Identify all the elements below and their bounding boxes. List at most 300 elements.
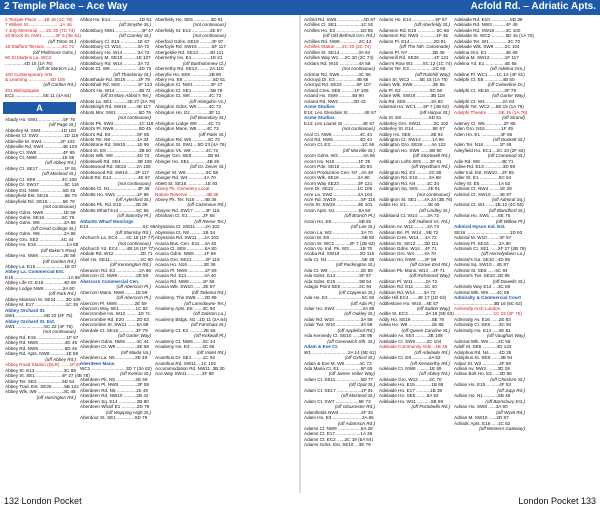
index-entry-text: Acton Ho. E8 .....................5B 50: [304, 218, 372, 224]
index-entry-text: (not continuous): [43, 204, 76, 210]
index-entry-text: Abyssinia Rd. SW11 .....2A 102: [155, 235, 219, 241]
index-entry-text: Acacia Cl. SE8 ..............5A 80: [155, 246, 217, 252]
index-entry-text: (off Abbey Rd.): [45, 356, 76, 362]
index-entry-text: Abercorn Cl. NW8 ..............2E 59: [80, 273, 149, 279]
index-entry-text: Addington St. SE1 .....4A 24 (3B 76): [379, 196, 453, 202]
index-entry-text: (off Vaughan Way): [486, 333, 525, 339]
index-entry-text: Aden Gro. N16 ............1F 49: [454, 126, 513, 132]
index-entry-text: Admiral M. W10 .........3F 57: [454, 235, 512, 241]
index-entry-text: Ada Ct. W9 .........................2E 59: [304, 267, 373, 273]
index-entry-text: Abingdon Cl. SE1 ..............5B 78: [155, 87, 223, 93]
index-entry-text: Adelaide Community Gdn. .4B 48: [379, 344, 448, 350]
header-left-range: 2 Temple Place – Ace Way: [4, 1, 128, 12]
index-entry-text: Achilles Way W1 ....2C 20 (2C 74): [304, 55, 374, 61]
index-entry-text: Abbotsbury NW1 ....................4F 47: [80, 27, 154, 33]
index-entry-text: Acacia Wlk. SW10 .......3E 87: [155, 284, 215, 290]
index-entry-text: Admiral Ct. SW10 ......4E 87: [454, 191, 512, 197]
index-entry-text: Abbotshall Rd. SE6 .............1F 123: [80, 82, 153, 88]
index-entry-text: Acacia Rd. NW8 ..........1F 59: [155, 278, 215, 284]
index-entry-text: Admiral St. SE8 ......5C 94: [454, 267, 508, 273]
index-column-3: [153, 17, 226, 493]
index-entry-text: Academy Ct. NW6 .......5C 44: [155, 338, 216, 344]
index-entry-text: Adelphi Ct. SE16 ...........3F 79: [454, 87, 517, 93]
index-entry-text: Adam Wlk. SW6 ...............3E 85: [379, 82, 445, 88]
index-entry-text: (off Park Rd.): [48, 291, 76, 297]
index-entry-text: (off Boundary St.): [189, 115, 226, 121]
index-entry-text: ...............................3B 16 (5C 62): [454, 300, 523, 306]
index-entry-text: Addle Hill EC4 ......4E 17 (1D 63): [379, 295, 447, 301]
index-entry-text: (off Wyvil Rd.): [496, 409, 525, 415]
index-entry-text: Admiral Wlk. W9 ......4C 58: [454, 289, 510, 295]
index-entry-text: Adamson Rd. NW3 .............4F 45: [379, 33, 448, 39]
index-entry-text: Abbey Ct. SE17 ....................1F 91: [5, 165, 77, 171]
index-entry-text: (off Stainsby Pl.): [117, 213, 151, 219]
index-entry-text: Ada Gdns. E14 ..................5F 67: [304, 273, 372, 279]
index-entry-text: Nature Reserve ..............4B 36: [155, 191, 219, 197]
index-entry-text: Acacia Gdns. NW8 .......1F 59: [155, 251, 216, 257]
index-entry-text: Acanthus Rd. SW11 ...1C 102: [155, 360, 216, 366]
index-entry-text: Abbey Gdns. NW8 ...............1E 59: [5, 209, 76, 215]
index-entry-text: Abbey Ho. E15 .......................1A 68: [5, 242, 79, 248]
index-entry-text: (off Abbey Rd.): [419, 371, 450, 377]
index-entry-text: Acanthus Dr. SE1 ........1C 92: [155, 355, 216, 361]
index-entry-text: Abberley M. SW4 ...............1D 103: [5, 127, 76, 133]
index-entry-text: Acuba Rd. SW18 ...............2D 115: [304, 251, 375, 257]
index-entry-text: 100 Contemporary Arts: [5, 71, 53, 77]
index-entry-text: Abbey Gdns. W6 ..................2A 86: [5, 220, 76, 226]
index-entry-note: [452, 426, 525, 431]
index-entry-text: Aden Ho. E1 ...............4F 65: [454, 131, 513, 137]
index-entry-text: (off The Nth. Colonnade): [399, 44, 450, 50]
index-entry-text: (not continuous): [118, 180, 151, 186]
index-entry-text: Ackroyd Dr. E3 ................4B 66: [304, 76, 369, 82]
index-entry-text: Abbots Ter. N8 ....................1A 34: [80, 136, 149, 142]
index-entry-text: (off Garter Way): [118, 333, 151, 339]
index-entry-text: Adrian M. SW10 ......2D 87: [454, 415, 509, 421]
index-entry-text: Abergeldie Rd. SE12 ........4D 111: [155, 49, 224, 55]
index-entry-text: Addison Cres. W14 ....4A 72: [379, 235, 437, 241]
index-entry-text: Ada Gdns. E15 ..................5B 54: [304, 278, 372, 284]
index-entry-text: Adler Ind. Est. NW10 ...2F 55: [454, 169, 514, 175]
index-entry-text: SW1 ......................5B 22 (4F 75): [5, 313, 73, 319]
index-entry-text: Adam Ct. SE11 ...................5D 77: [304, 376, 374, 382]
index-entry-text: Ackmar Rd. SW6 ..............4C 86: [304, 71, 371, 77]
index-entry-text: Abbotswell Rd. SE4 ............3B 108: [80, 158, 152, 164]
index-entry-text: Acacia Gro. SE21 ..........2F 119: [155, 256, 220, 262]
index-entry-text: Adelina Gro. E1 ..............4E 65: [454, 49, 518, 55]
index-entry-text: (off Admiral Sq.): [491, 196, 525, 202]
index-entry-text: Abbots Ct. W8 ......................4D 73: [80, 66, 152, 72]
index-entry-text: (off Stainsby Rd.): [115, 229, 151, 235]
index-entry-text: Abyssinia Ct. N8 ..........1B 34: [155, 229, 215, 235]
index-entry-text: (off Appleford Rd.): [337, 327, 375, 333]
index-entry-text: Aberdale Ct. SE16 .............3F 79: [80, 327, 148, 333]
index-entry-text: Acre Rd. SW19 ...................5F 115: [304, 196, 376, 202]
index-entry-text: Aboyne Rd. SW17 .........3F 115: [155, 207, 220, 213]
index-entry-text: (off Dalston La.): [193, 311, 226, 317]
index-entry-text: Adelphi Ct. W4 .............2A 84: [454, 98, 515, 104]
index-entry-text: Abingdon Rd. W8 ............4C 72: [155, 136, 220, 142]
index-entry-text: Abercrombie Ho. W12 .........1D 71: [80, 311, 151, 317]
index-entry-text: 7 July Memorial ......2C 20 (7C 74): [5, 27, 75, 33]
index-entry-text: Adair Rd. W10 ....................3A 58: [304, 316, 373, 322]
index-column-2: [78, 17, 156, 493]
index-entry-text: (off Oxford St.): [344, 355, 375, 361]
index-entry-text: Adelaide Ho. E15 ............1B 68: [379, 382, 444, 388]
index-entry-text: Aberdour St. SE1 ..............5D 79: [80, 415, 148, 421]
index-entry-text: Abbey Ter. SE2 ...................5D 54: [5, 378, 75, 384]
index-entry-text: Ada Kennedy Ct. SE10 ......3E 95: [304, 333, 373, 339]
index-entry-text: Adelaide Ho. E17 ...........1B 38: [379, 387, 443, 393]
index-entry-text: Adolphus St. SE8 .......3B 94: [454, 355, 513, 361]
index-entry-text: Addison Bri. Pl. W14 ...5B 72: [379, 229, 439, 235]
index-entry-text: Abbot's Pl. NW6 ...................5D 45: [80, 126, 152, 132]
index-entry-text: Adelphi Ct. E8 ..............4B 50: [454, 76, 515, 82]
index-entry-text: Adderley St. E14 ..............5E 67: [379, 126, 445, 132]
index-entry-text: (off Adamson Rd.): [337, 420, 375, 426]
index-entry-text: Abbey Gdns. W6 ..................2A 86: [5, 231, 76, 237]
index-entry-text: Adelaide Ter. W1 ..............3C 70: [454, 38, 521, 44]
index-entry-text: Adine Rd. E13 ..............3D 69: [454, 164, 516, 170]
index-entry-text: Acklam Rd. W10 ...............4A 58: [304, 60, 371, 66]
index-entry-text: Adeyfield Ho. EC1 ...2C 10 (2F 63): [454, 147, 525, 153]
index-entry-text: Admirals Ct. SE1 ......2F 27 (2B 78): [454, 246, 526, 252]
index-entry-text: Abbot's Rd. E6 ....................5F 55: [80, 131, 150, 137]
index-entry-text: Adelaide Wlk. SW9 ........2C 104: [454, 44, 520, 50]
index-entry-text: (off Cazenove Rd.): [187, 202, 226, 208]
index-entry-text: (off Horselydown La.): [481, 251, 525, 257]
footer-left: [0, 493, 300, 510]
index-entry-text: Acorn Wlk. SE16 ..............2A 80: [304, 175, 370, 181]
index-entry-text: (off Ada Pl.): [350, 300, 375, 306]
index-entry-text: (not continuous): [417, 191, 450, 197]
index-entry-text: Abbotswood Rd. SE22 .......2A 106: [80, 164, 151, 170]
index-entry-text: (off Harrington Rd.): [36, 394, 76, 400]
index-entry-text: Aberdeen Pk. N5 ...............2E 49: [80, 376, 148, 382]
index-entry-text: (off Greenwich Sth. St.): [327, 338, 375, 344]
index-entry-text: Abbey Rd. E15 .......................1F 67: [5, 334, 79, 340]
index-entry-text: (off Stockwell Rd.): [412, 153, 450, 159]
index-entry-text: Abingdon Mans. W8 .......4C 72: [155, 126, 219, 132]
index-entry-text: (off Violet Rd.): [196, 349, 226, 355]
index-entry-text: Adelaide St. WC2 ...........5D 15 (1A 76): [454, 33, 534, 39]
index-entry-text: Admiralty Cl. SE8 ......3C 94: [454, 322, 512, 328]
index-entry-text: Ackroyd Rd. SE23 ...........5F 107: [304, 82, 372, 88]
index-entry-text: Adams Ter. E3 ..................2C 66: [379, 66, 446, 72]
index-entry-text: (off Phillimore Gdns.): [32, 49, 76, 55]
index-entry-text: Abraham Ct. E1 ...........2F 65: [155, 213, 215, 219]
index-entry-text: Addington Ct. SW14 ........1A 98: [379, 136, 444, 142]
index-entry-text: (off Queen Caroline St.): [401, 327, 450, 333]
index-entry-text: (off Lee St.): [350, 224, 375, 230]
index-entry-text: Admiralty Arch London: [454, 306, 501, 312]
index-entry-text: (off Rainhill Way): [415, 71, 450, 77]
index-entry-text: Achilles St. SE14 ..............3A 94: [304, 49, 371, 55]
index-entry-text: (off Barnsbury Est.): [485, 398, 525, 404]
index-entry-text: (off Garter Way): [492, 93, 525, 99]
index-entry-text: Adam St. WC2 .......5E 15 (1A 76): [379, 76, 448, 82]
index-entry-text: Addington Lofts SE5 ......3F 91: [379, 158, 442, 164]
index-entry-text: Admirals Way E14 ....3C 80: [454, 284, 511, 290]
index-entry-text: Acacia Rd. E11 .............4A 40: [155, 273, 216, 279]
index-entry-text: Abbey La. Commercial Est.: [5, 269, 65, 275]
index-entry-note: [3, 395, 76, 400]
index-entry-text: Abbess Cl. SW2 ...................1D 119: [5, 133, 79, 139]
index-entry-text: Aberdeen Gdns. NW6 ........4C 44: [80, 338, 149, 344]
index-entry-text: (off St Mary Abbot's Ter.): [100, 93, 151, 99]
index-entry-text: Admiral Hyson Ind. Est.: [454, 224, 506, 230]
index-entry-text: Aberavon Rd. E3 ..................2A 66: [80, 267, 151, 273]
index-entry-text: Adams Cl. NW9 ..................5A 28: [304, 425, 373, 431]
index-entry-text: Aberfoyle Rd. SW16 ...........5F 117: [155, 44, 226, 50]
index-entry-text: Abbotsbury Ho. W14 ...........3A 72: [80, 49, 150, 55]
index-entry-text: Aberdeen Sq. E14 ..............2B 80: [80, 398, 149, 404]
index-entry-text: Adams Ct. EC2 ......2C 18 (5A 64): [304, 436, 373, 442]
index-entry-text: Abbey Road Station (DLR) .......1F 67: [5, 362, 82, 368]
index-entry-text: Adela Ho. W6 ..................1E 85: [379, 322, 444, 328]
index-entry-text: (off Packington St.): [335, 262, 375, 268]
index-entry-text: (not continuous): [193, 22, 226, 28]
index-entry-text: Abercrombie St. SW11 .......5A 88: [80, 322, 149, 328]
index-entry-text: (off Old Bethnal Grn. Rd.): [322, 33, 375, 39]
index-entry-text: Abbey Ho. NW8 ...................2E 59: [5, 253, 76, 259]
index-entry-text: (not continuous): [118, 115, 151, 121]
index-entry-text: Acol Ct. NW6 .....................4C 44: [304, 131, 372, 137]
index-column-4: [302, 17, 375, 493]
index-entry-text: Abingdon Ct. W8 ..............4C 72: [155, 93, 222, 99]
index-entry-text: Addle St. EC2 .............2A 18 (5E 63): [379, 311, 454, 317]
index-entry-text: Aberfeldy Ho. SE5 .............3D 91: [155, 17, 223, 22]
index-entry-text: (off Reese Ter.): [194, 218, 226, 224]
index-entry-text: Addington Rd. E3 ..........2C 66: [379, 169, 442, 175]
index-entry-text: Abbey Cl. SW8 ....................4F 89: [5, 149, 75, 155]
index-entry-text: Abbotts Cl. N1 .....................3F 49: [80, 186, 150, 192]
index-entry-text: (off Abercorn Pl.): [116, 295, 151, 301]
index-entry-text: Abchurch La. EC4 ......4C 18 (1F 77): [80, 235, 155, 241]
index-entry-text: Addington Rd. E16 ........3A 68: [379, 175, 441, 181]
index-entry-text: Adam Ct. SW7 ..................5E 73: [304, 398, 371, 404]
index-entry-text: Acre Dr. SE22 ..................1C 106: [304, 186, 373, 192]
index-entry-text: Ablett St. SE16 ..............1E 93: [155, 180, 218, 186]
index-entry-text: Adare Wlk. SW16 ...........3B 118: [379, 93, 445, 99]
index-entry-text: (off Cranwood St.): [487, 153, 525, 159]
index-entry-text: Adolf St. SE6 ...........4D 123: [454, 344, 512, 350]
index-entry-text: Academy Bldgs. N1 ..1D 11 (2A 64): [155, 316, 228, 322]
index-entry-text: Adderley Gro. SW11 .........3C 102: [379, 120, 449, 126]
index-entry-text: Adrian Bolt Ho. E2 .....2D 65: [454, 371, 512, 377]
index-entry-text: Abbotsbury M. SE15 ..........1E 107: [80, 55, 151, 61]
index-entry-text: SW1 ......................5C 22 (4F 75): [5, 324, 73, 330]
index-entry-text: (not continuous): [193, 33, 226, 39]
index-entry-text: Abbey Trad. Est. SE26 .........5B 122: [5, 384, 79, 389]
index-entry-text: (off Macleod St.): [341, 393, 375, 399]
index-entry-text: (not continuous): [43, 329, 76, 335]
index-entry-text: (off Garden Rd.): [42, 258, 76, 264]
index-entry-text: Abingdon Cl. NW1 .............3F 47: [155, 82, 223, 88]
index-entry-text: (off Lindley St.): [419, 207, 450, 213]
index-entry-text: Adelaide Rd. E10 ...............5D 39: [454, 17, 523, 22]
index-entry-text: E14 ..........................................5C 66: [80, 224, 156, 230]
index-entry-text: Accommodation Rd. NW11 .3B 30: [155, 366, 225, 371]
index-entry-text: Adagio Point SE8 ..............2C 94: [304, 284, 372, 290]
index-entry-text: (not continuous): [342, 66, 375, 72]
index-entry-text: Adams Pl. N7 ...................2B 48: [379, 49, 445, 55]
index-entry-text: Achilles Statue .....2C 20 (2C 74): [304, 44, 371, 50]
index-entry-text: Adam Ct. SE17 ...................1F 91: [304, 387, 373, 393]
index-entry-text: Adeney Cl. W6 ..............2F 85: [454, 120, 516, 126]
index-entry-text: Admiral Ho. SW1 ......5E 75: [454, 213, 511, 219]
index-entry-text: (off Kenton St.): [120, 371, 151, 377]
index-entry-text: Addington Ho. SW9 .......5B 90: [379, 147, 442, 153]
index-entry-text: (off Adelina Gro.): [490, 66, 525, 72]
index-entry-text: Adair Twr. W10 ...................3A 58: [304, 322, 373, 328]
index-entry-text: Adeline Pl. WC1 ......1C 14 (4F 61): [454, 71, 525, 77]
index-entry-text: Aberfeldy St. E14 ..............4E 67: [155, 27, 222, 33]
index-entry-text: Abbey Ct. SE8 ....................4C 108: [5, 176, 77, 182]
index-entry-text: Achilles Ho. E2 ...................1D 65: [304, 27, 373, 33]
index-entry-text: Aberdeen Ct. W9 ................3E 59: [80, 344, 149, 350]
index-columns: [0, 17, 600, 493]
index-entry-text: (not continuous): [118, 240, 151, 246]
index-entry-text: Adamfields NW3 .................4F 45: [304, 409, 373, 415]
index-entry-text: (off Baker's Row): [40, 247, 76, 253]
index-entry-text: Abbots Pk. SW2 ...................1C 118: [80, 120, 154, 126]
index-entry-text: Addison Pk. Mans. W14 ...4F 71: [379, 267, 445, 273]
index-entry-text: Adolphus Rd. N4 .......4D 35: [454, 349, 512, 355]
index-entry-text: Adelaide Ct. E9 .............2A 52: [379, 355, 441, 361]
index-entry-text: Abbotts Wharf Moorings: [80, 218, 134, 224]
index-entry-text: Abbotts Wharf E14 .............5C 66: [80, 207, 149, 213]
index-entry-text: (off Harpur St.): [419, 109, 450, 115]
index-entry-text: (off Page St.): [48, 122, 76, 128]
index-entry-text: Addlestone Ho. W10 ...4E 57: [379, 300, 439, 306]
index-entry-text: (off Adelaide Rd.): [414, 349, 450, 355]
index-entry-text: (off Copperas St.): [338, 289, 375, 295]
index-entry-text: Abbey Ct. NW8 ...................1E 59: [5, 154, 75, 160]
index-entry-text: Acorn Gdns. W3 ...................4A 56: [304, 153, 375, 159]
index-entry-text: (off Kennington Rd.): [109, 262, 151, 268]
index-entry-text: Abbotsleigh Rd. SW16 .......4E 117: [80, 104, 151, 110]
index-entry-text: (off Smythe St.): [119, 22, 151, 28]
index-entry-text: Acland Cres. SE5 ..........1F 105: [304, 87, 369, 93]
index-entry-text: Acorn Production Cen. N7 ..4A 48: [304, 169, 373, 175]
index-entry-text: 10 Brock St. NW1 ..........3F 5 (3E 61): [5, 33, 82, 39]
index-entry-text: Acton La. W3 ......................3A 70: [304, 229, 373, 235]
index-entry-text: Acland Rd. NW2 ...........3D 43: [304, 98, 366, 104]
index-entry-text: Aberdeen Rd. NW10 ..........2B 42: [80, 393, 149, 399]
index-entry-text: ...............................1C 22 (2F 75): [454, 311, 522, 317]
index-entry-text: (off Maida Va.): [121, 349, 151, 355]
index-entry-text: (off Great College St.): [31, 225, 76, 231]
index-entry-text: Adelaide Ho. SE5 ........5A 92: [379, 393, 439, 399]
index-entry-text: Aberdeen Wharf E1 ............2D 79: [80, 404, 150, 410]
index-entry-text: (off Wyndham Rd.): [411, 164, 450, 170]
index-entry-text: Abery Ho. E8 .......................5D 51: [155, 76, 226, 82]
index-entry-text: 2 Temple Place .....4B 16 (1C 78): [5, 17, 73, 22]
index-entry-text: Ada St. E8 .....................5D 51: [379, 115, 442, 121]
index-entry-text: & Learning .................4D 105: [5, 76, 66, 82]
index-entry-text: Adley St. E5 ..............1A 52: [454, 180, 511, 186]
index-entry-text: Adrian Ho. E15 ..........4F 53: [454, 382, 511, 388]
index-entry-text: Addison Av. W11 ..........2A 72: [379, 224, 440, 230]
index-entry-text: Admiralty & Commercial Court: [454, 295, 521, 301]
index-entry-text: Acorn Way SE23 ..............3F 121: [304, 180, 373, 186]
index-entry-text: (off Richmond Way): [409, 273, 450, 279]
index-entry-text: Aberdeen Pl. NW8 ..............3F 59: [80, 382, 149, 388]
index-entry-text: Admiral Sq. SW10 ...4E 87: [454, 262, 509, 268]
index-entry-text: (off Opal St.): [348, 382, 375, 388]
index-entry-text: (off Bartholomew Cl.): [182, 60, 226, 66]
index-entry-text: (off Western Gateway): [479, 425, 525, 431]
index-entry-text: Adamsrill Rd. SE26 ...........4F 121: [379, 55, 449, 61]
index-entry-text: Abchurch Yd. EC4 ......4B 18 (1F 77): [80, 246, 155, 252]
index-entry-text: Adelaide Ct. NW8 ..........1E 59: [379, 366, 442, 371]
index-entry-text: Addis Ho. E1 ................4E 65: [379, 202, 440, 208]
footer-right: [300, 493, 600, 510]
index-entry-text: Abbotstone Rd. SW15 ........1E 99: [80, 142, 149, 148]
index-entry-text: Acacia Pl. NW8 .............1F 59: [155, 267, 217, 273]
index-entry-text: Acton M. E8 .........................5B 50: [304, 235, 375, 241]
index-entry-text: Achilles Rd. NW6 ..............2C 44: [304, 38, 372, 44]
index-entry-text: Admiral's Twr. SE10 .2D 95: [454, 273, 510, 279]
index-entry-text: E15 ..........................................1A 68: [5, 274, 80, 280]
index-entry-text: Adam & Eve Ct.: [304, 344, 339, 350]
index-entry-text: Ada Maria Ct. E1 ................5F 65: [304, 366, 373, 371]
index-entry-text: Abinger M. W9 ...............3C 58: [155, 169, 219, 175]
index-entry-text: Abercorn Way SE1 ............1C 92: [80, 306, 148, 312]
index-entry-text: Academy, The SW8 ......2D 89: [155, 295, 217, 301]
index-entry-text: Abercorn Pl. NW8 .............2E 59: [80, 300, 147, 306]
index-entry-text: Adams Ho. E14 ..................5F 67: [379, 17, 448, 22]
index-entry-text: Abbotsbury Rd. W14 ...........3A 72: [80, 60, 150, 66]
index-entry-text: Ada Ct. N1 ...........................5E 49: [304, 256, 375, 262]
index-entry-text: Aden Ter. N16 ............1F 49: [454, 142, 512, 148]
index-entry-text: Adam & Eve M. W8 ...........4C 72: [304, 360, 372, 366]
index-entry-text: Achilles Cl. SE1 ..................1C 92: [304, 22, 374, 28]
index-entry-text: Acorn Ho. N16 ..................1F 35: [304, 158, 371, 164]
index-entry-text: (off Gloucester Rd.): [334, 404, 375, 410]
index-entry-text: Addy Ho. SE16 ................5E 79: [379, 316, 445, 322]
index-entry-text: (off Celandine Dr.): [487, 82, 525, 88]
header-right-range: Acfold Rd. – Adriatic Apts.: [470, 1, 596, 12]
index-entry-text: Addison Dr. SE12 ......3D 111: [379, 240, 439, 246]
index-entry-text: Acorn Pde. SE15 ...............3D 93: [304, 164, 372, 170]
index-entry-text: (off Lansdowne Ter.): [184, 300, 226, 306]
index-entry-text: (off Camley St.): [119, 33, 151, 39]
index-entry-text: Abbey Rd. NW8 ....................5D 45: [5, 345, 77, 351]
index-entry-text: Abingdon St. SW1 ...5D 23 (4A 76): [155, 142, 226, 148]
index-entry-text: Adriatic Apts. E16 .....1C 82: [454, 420, 511, 426]
index-entry-text: (off Gt. Dover St.): [190, 164, 226, 170]
index-entry-text: Abdale Rd. W12 ....................2D 71: [80, 251, 153, 257]
index-entry-text: Acacia Ho. N16 ............2E 36: [155, 262, 216, 268]
index-entry-text: Abbey St. E13 ......................3C 68: [5, 367, 76, 373]
index-entry-text: Admiralty Ho. E14 .....3E 81: [454, 327, 511, 333]
index-entry-text: Adelaide Av. SE4 ..........2B 108: [379, 333, 443, 339]
index-entry-text: (off Holland Vs. Rd.): [408, 218, 450, 224]
index-entry-text: Adrian Ho. SW8 ......3A 90: [454, 404, 508, 410]
index-entry-text: 7 Wilkes St ........................1A 46: [5, 22, 72, 28]
index-entry-text: (off Fanshaw St.): [191, 322, 226, 328]
index-entry-text: Abercorn Mans. NW8 ........1E 59: [80, 289, 148, 295]
index-entry-text: Adrian Ho. N1 ...........5B 48: [454, 393, 511, 399]
index-entry-text: Adie Rd. W6 ................4E 71: [454, 158, 514, 164]
index-entry-text: Abney Pk. Ter. N16 .......4B 36: [155, 196, 217, 202]
index-entry-text: Academy Ct. E2 ...........2E 65: [155, 327, 216, 333]
index-entry-text: Adelaide Cl. SW9 ........2C 104: [379, 338, 442, 344]
index-entry-text: Aberford Gdns. SE18 .........4F 97: [155, 38, 224, 44]
index-entry-text: Abady Ho. SW1 ...................5F 75: [5, 116, 75, 122]
